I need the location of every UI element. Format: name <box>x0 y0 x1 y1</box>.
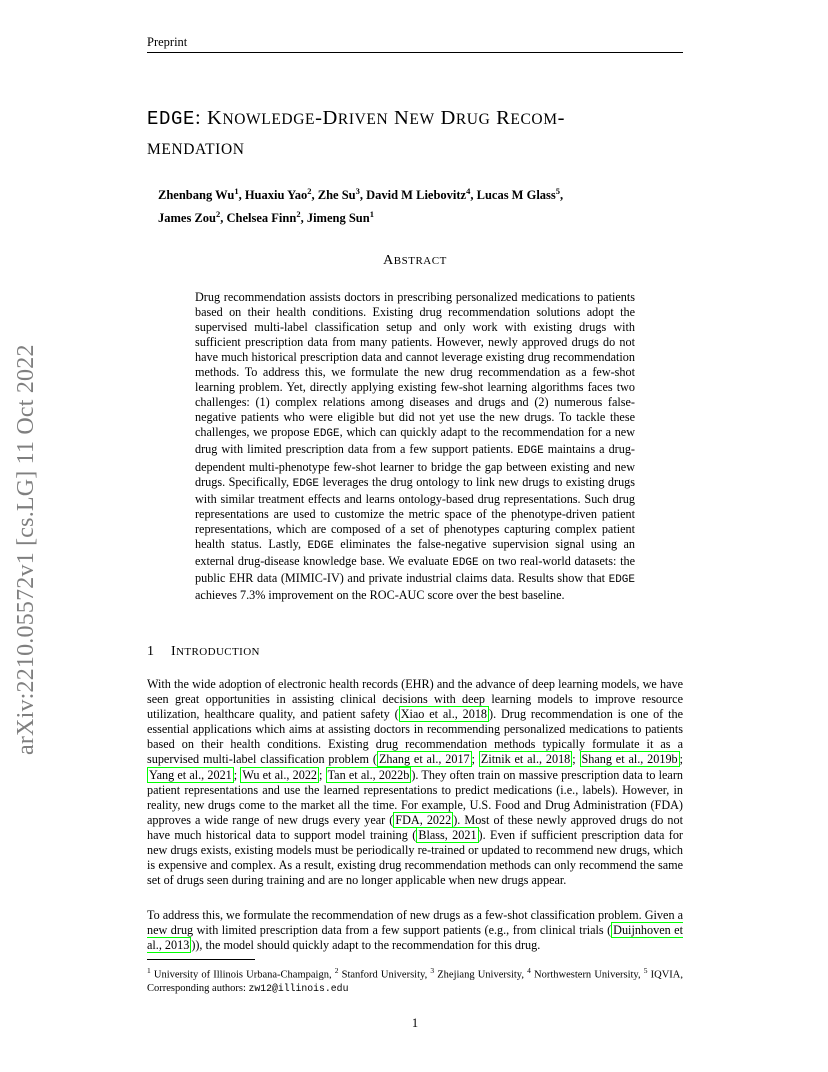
method-name: EDGE <box>307 539 334 552</box>
page-number: 1 <box>411 1016 419 1030</box>
citation-link[interactable]: Zhang et al., 2017 <box>378 752 470 767</box>
author: David M Liebovitz <box>366 188 467 203</box>
paper-title: EDGE: KNOWLEDGE-DRIVEN NEW DRUG RECOM- MENDATION <box>147 107 566 158</box>
citation-link[interactable]: Wu et al., 2022 <box>242 767 318 782</box>
citation-link[interactable]: Duijnhoven et al., 2013 <box>147 923 683 953</box>
arxiv-stamp: arXiv:2210.05572v1 [cs.LG] 11 Oct 2022 <box>13 344 39 755</box>
citation-link[interactable]: Shang et al., 2019b <box>581 752 678 767</box>
citation-link[interactable]: Tan et al., 2022b <box>327 767 410 782</box>
section-number: 1 <box>147 644 155 659</box>
intro-paragraph-2: To address this, we formulate the recommendation of new drugs as a few-shot classification problem. Given a new drug with limited prescription data from a few support patients (e.g., from clinical trials ( Duijnhoven et al., 2013 )), the model should quickly adapt to the recommendation for this drug. <box>147 908 683 953</box>
citation-link[interactable]: Xiao et al., 2018 <box>400 707 488 722</box>
affiliation-footnote: $^1$ University of Illinois Urbana-Champaign, $^2$ Stanford University, $^3$ Zhejiang University, $^4$ Northwestern University, $^5$ IQVIA, Corresponding authors: zw12@illinois.edu <box>147 966 684 994</box>
method-name: EDGE <box>292 477 319 490</box>
author: Chelsea Finn <box>226 211 297 226</box>
running-head: Preprint <box>147 35 188 49</box>
author: Jimeng Sun <box>306 211 370 226</box>
citation-link[interactable]: Yang et al., 2021 <box>149 767 232 782</box>
corresponding-email[interactable]: zw12@illinois.edu <box>248 983 349 994</box>
author: Lucas M Glass <box>476 188 556 203</box>
method-name: EDGE <box>517 445 544 458</box>
header-rule <box>147 52 683 53</box>
author: Zhenbang Wu <box>158 188 235 203</box>
author: Huaxiu Yao <box>244 188 308 203</box>
author: James Zou <box>158 211 216 226</box>
citation-link[interactable]: FDA, 2022 <box>395 812 452 827</box>
citation-link[interactable]: Zitnik et al., 2018 <box>480 752 571 767</box>
abstract-body: Drug recommendation assists doctors in prescribing personalized medications to patients based on their health conditions. Existing drug recommendation solutions adopt the supervised multi-label classification setup and only work with existing drugs with sufficient prescription data from many patients. However, newly approved drugs do not have much historical prescription data and cannot leverage existing drug recommendation methods. To address this, we formulate the new drug recommendation as a few-shot learning problem. Yet, directly applying existing few-shot learning algorithms faces two challenges: (1) complex relations among diseases and drugs and (2) numerous false-negative patients who were eligible but did not yet use the new drugs. To tackle these challenges, we propose EDGE, which can quickly adapt to the recommendation for a new drug with limited prescription data from a few support patients. EDGE maintains a drug-dependent multi-phenotype few-shot learner to bridge the gap between existing and new drugs. Specifically, EDGE leverages the drug ontology to link new drugs to existing drugs with similar treatment effects and learns ontology-based drug representations. Such drug representations are used to customize the metric space of the phenotype-driven patient representations, which are composed of a set of phenotypes capturing complex patient health status. Lastly, EDGE eliminates the false-negative supervision signal using an external drug-disease knowledge base. We evaluate EDGE on two real-world datasets: the public EHR data (MIMIC-IV) and private industrial claims data. Results show that EDGE achieves 7.3% improvement on the ROC-AUC score over the best baseline. <box>195 290 636 602</box>
author-list: Zhenbang Wu$^1$, Huaxiu Yao$^2$, Zhe Su$^3$, David M Liebovitz$^4$, Lucas M Glass$^5$, James Zou$^2$, Chelsea Finn$^2$, Jimeng Sun$^1$ <box>158 186 564 226</box>
method-name: EDGE <box>608 573 635 586</box>
section-heading-introduction: 1 INTRODUCTION <box>147 644 260 659</box>
intro-paragraph-1: With the wide adoption of electronic health records (EHR) and the advance of deep learning models, we have seen great opportunities in assisting clinical decisions with deep learning models to improve resource utilization, healthcare quality, and patient safety ( Xiao et al., 2018 ). Drug recommendation is one of the essential applications which aims at assisting doctors in recommending personalized medications to patients based on their health conditions. Existing drug recommendation methods typically formulate it as a supervised multi-label classification problem ( Zhang et al., 2017 ; Zitnik et al., 2018 ; Shang et al., 2019b ; Yang et al., 2021 ; Wu et al., 2022 ; Tan et al., 2022b ). They often train on massive prescription data to learn patient representations and use the learned representations to predict medications (i.e., labels). However, in reality, new drugs come to the market all the time. For example, U.S. Food and Drug Administration (FDA) approves a wide range of new drugs every year ( FDA, 2022 ). Most of these newly approved drugs do not have much historical data to support model training ( Blass, 2021 ). Even if sufficient prescription data for new drugs exists, existing models must be periodically re-trained or updated to recommend new drugs, which is expensive and complex. As a result, existing drug recommendation methods can only recommend the same set of drugs seen during training and are no longer applicable when new drugs appear. <box>147 677 684 888</box>
abstract-heading: ABSTRACT <box>383 253 447 268</box>
method-name: EDGE <box>313 428 340 441</box>
title-edge: EDGE <box>147 108 196 130</box>
citation-link[interactable]: Blass, 2021 <box>418 827 477 842</box>
footnote-rule <box>147 959 255 960</box>
author: Zhe Su <box>317 188 356 203</box>
method-name: EDGE <box>452 556 479 569</box>
